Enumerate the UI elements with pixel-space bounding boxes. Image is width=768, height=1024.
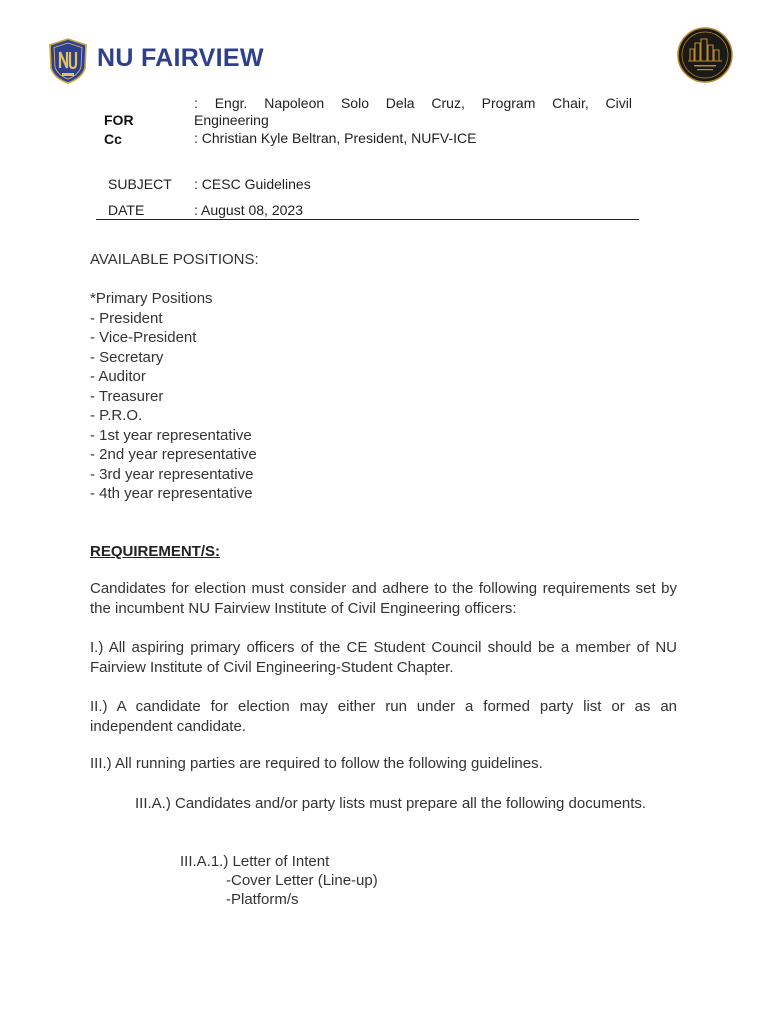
available-positions-heading: AVAILABLE POSITIONS: <box>90 251 259 268</box>
list-item: - Treasurer <box>90 387 164 405</box>
cc-recipient: : Christian Kyle Beltran, President, NUFV-ICE <box>194 130 477 146</box>
list-item: - 4th year representative <box>90 485 253 502</box>
city-skyline-seal-icon <box>677 27 733 83</box>
subject-label: SUBJECT <box>108 176 172 192</box>
positions-list <box>90 289 257 504</box>
header-divider <box>96 219 639 220</box>
for-recipient-continued: Engineering <box>194 112 269 128</box>
requirement-platform: -Platform/s <box>226 891 299 908</box>
list-item: - Auditor <box>90 368 146 385</box>
list-item: - 1st year representative <box>90 426 252 444</box>
for-recipient: : Engr. Napoleon Solo Dela Cruz, Program Chair, Civil <box>194 95 632 111</box>
list-item: - 3rd year representative <box>90 465 254 483</box>
requirement-item-2: II.) A candidate for election may either run under a formed party list or as an independent candidate. <box>90 698 677 735</box>
list-item: - 2nd year representative <box>90 446 257 463</box>
subject-value: : CESC Guidelines <box>194 176 311 192</box>
list-item: *Primary Positions <box>90 290 213 307</box>
requirements-heading: REQUIREMENT/S: <box>90 543 221 560</box>
cc-label: Cc <box>104 131 122 147</box>
list-item: - P.R.O. <box>90 407 143 424</box>
list-item: - President <box>90 309 163 327</box>
requirement-item-3: III.) All running parties are required to follow the following guidelines. <box>90 755 543 772</box>
requirement-item-3a1: III.A.1.) Letter of Intent <box>180 853 330 870</box>
brand-name: NU FAIRVIEW <box>97 44 264 72</box>
nu-shield-logo-icon <box>48 38 88 84</box>
list-item: - Secretary <box>90 348 164 366</box>
requirements-intro: Candidates for election must consider and adhere to the following requirements set by the incumbent NU Fairview Institute of Civil Engineering officers: <box>90 580 677 617</box>
requirement-item-1: I.) All aspiring primary officers of the CE Student Council should be a member of NU Fairview Institute of Civil Engineering-Student Chapter. <box>90 639 677 676</box>
for-label: FOR <box>104 112 134 128</box>
date-value: : August 08, 2023 <box>194 202 303 218</box>
list-item: - Vice-President <box>90 329 197 346</box>
date-label: DATE <box>108 202 145 218</box>
requirement-item-3a: III.A.) Candidates and/or party lists must prepare all the following documents. <box>135 795 647 812</box>
requirement-cover-letter: -Cover Letter (Line-up) <box>226 872 378 889</box>
